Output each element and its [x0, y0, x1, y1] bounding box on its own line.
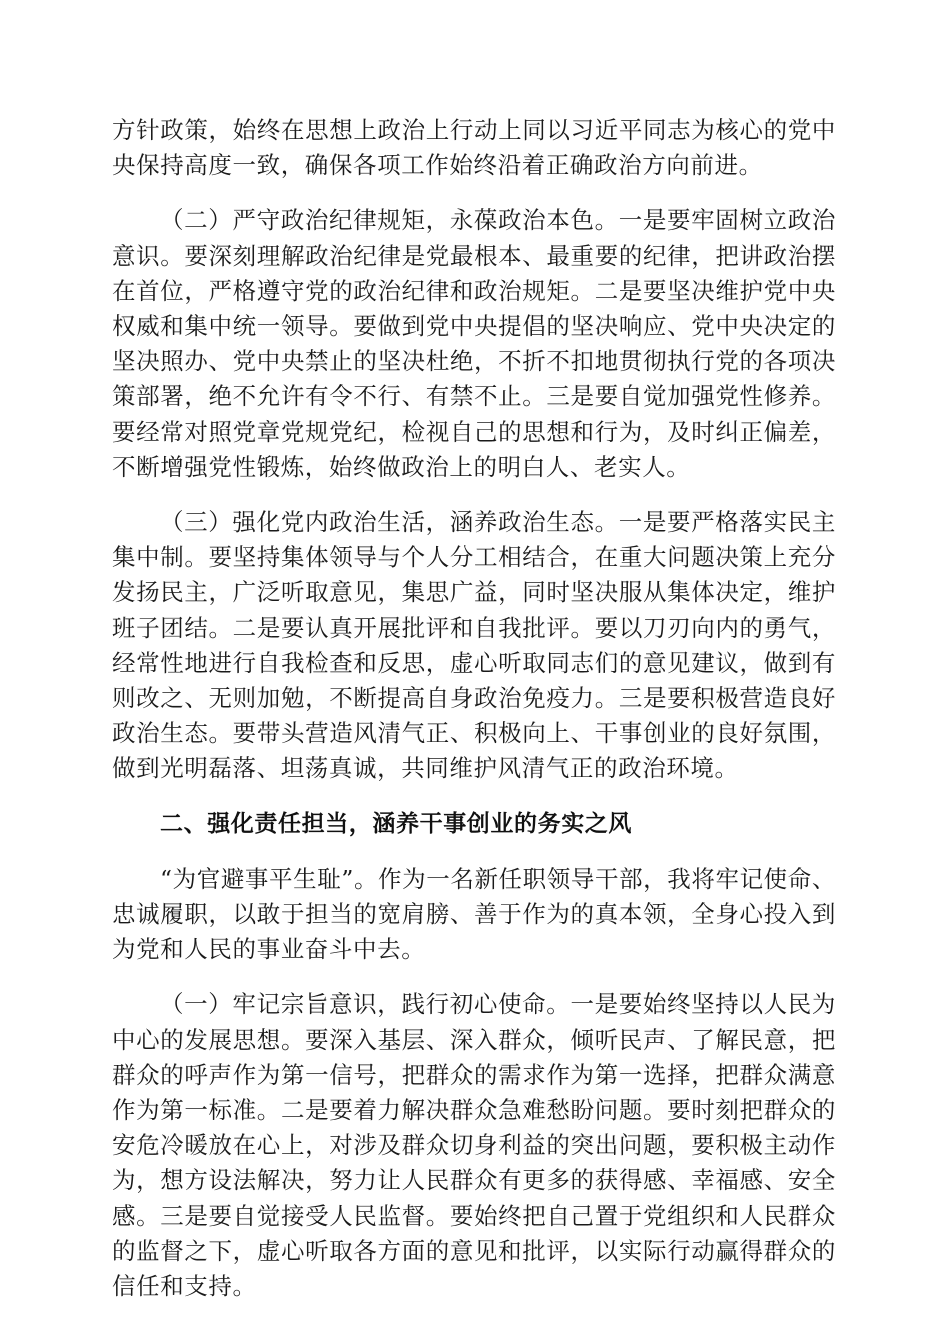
document-body	[112, 113, 836, 1324]
paragraph-section-3: （三）强化党内政治生活，涵养政治生态。一是要严格落实民主集中制。要坚持集体领导与个人分工相结合，在重大问题决策上充分发扬民主，广泛听取意见，集思广益，同时坚决服从集体决定，维护班子团结。二是要认真开展批评和自我批评。要以刀刃向内的勇气，经常性地进行自我检查和反思，虚心听取同志们的意见建议，做到有则改之、无则加勉，不断提高自身政治免疫力。三是要积极营造良好政治生态。要带头营造风清气正、积极向上、干事创业的良好氛围，做到光明磊落、坦荡真诚，共同维护风清气正的政治环境。	[112, 508, 836, 783]
paragraph-intro: “为官避事平生耻”。作为一名新任职领导干部，我将牢记使命、忠诚履职，以敢于担当的宽肩膀、善于作为的真本领，全身心投入到为党和人民的事业奋斗中去。	[112, 864, 836, 964]
paragraph-section-2: （二）严守政治纪律规矩，永葆政治本色。一是要牢固树立政治意识。要深刻理解政治纪律是党最根本、最重要的纪律，把讲政治摆在首位，严格遵守党的政治纪律和政治规矩。二是要坚决维护党中央权威和集中统一领导。要做到党中央提倡的坚决响应、党中央决定的坚决照办、党中央禁止的坚决杜绝，不折不扣地贯彻执行党的各项决策部署，绝不允许有令不行、有禁不止。三是要自觉加强党性修养。要经常对照党章党规党纪，检视自己的思想和行为，及时纠正偏差，不断增强党性锻炼，始终做政治上的明白人、老实人。	[112, 206, 836, 481]
paragraph-subsection-1: （一）牢记宗旨意识，践行初心使命。一是要始终坚持以人民为中心的发展思想。要深入基层、深入群众，倾听民声、了解民意，把群众的呼声作为第一信号，把群众的需求作为第一选择，把群众满意作为第一标准。二是要着力解决群众急难愁盼问题。要时刻把群众的安危冷暖放在心上，对涉及群众切身利益的突出问题，要积极主动作为，想方设法解决，努力让人民群众有更多的获得感、幸福感、安全感。三是要自觉接受人民监督。要始终把自己置于党组织和人民群众的监督之下，虚心听取各方面的意见和批评，以实际行动赢得群众的信任和支持。	[112, 990, 836, 1301]
section-heading-2: 二、强化责任担当，涵养干事创业的务实之风	[160, 810, 632, 837]
paragraph-continuation: 方针政策，始终在思想上政治上行动上同以习近平同志为核心的党中央保持高度一致，确保各项工作始终沿着正确政治方向前进。	[112, 116, 836, 180]
